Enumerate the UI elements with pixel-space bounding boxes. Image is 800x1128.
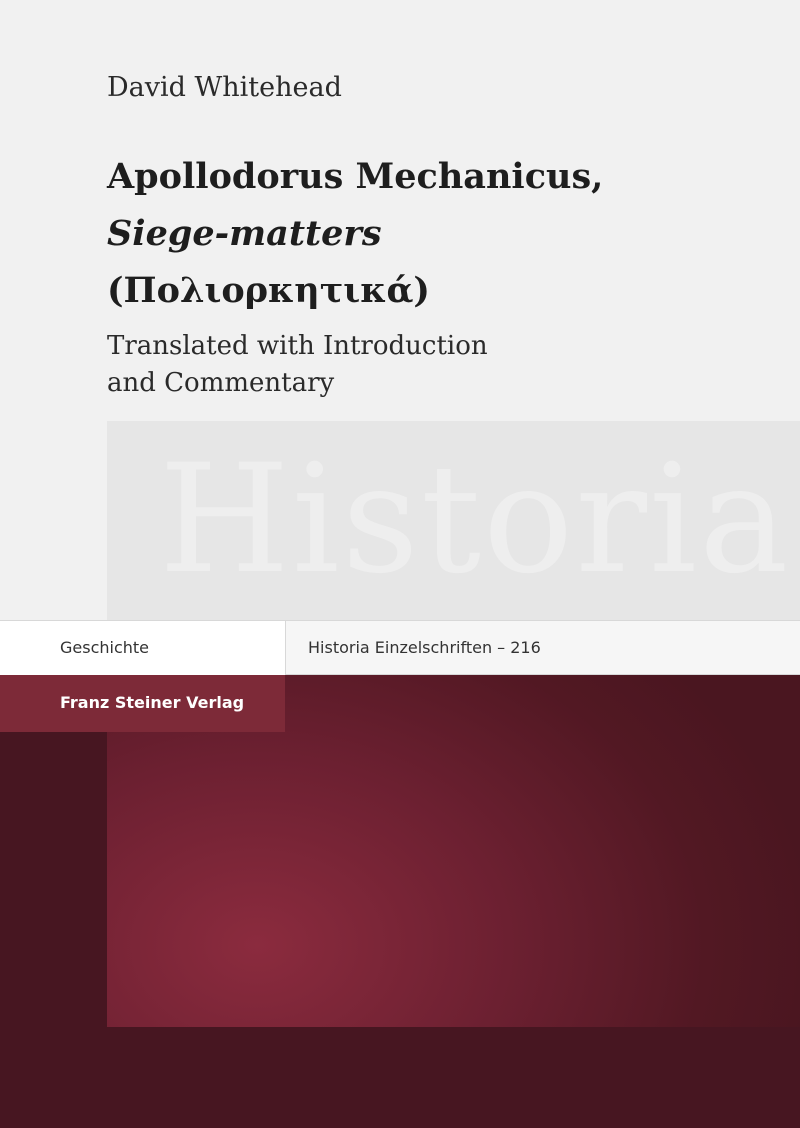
publisher-name: Franz Steiner Verlag — [60, 693, 245, 712]
subject-label-box — [0, 621, 285, 675]
subtitle-line-1: Translated with Introduction — [107, 331, 488, 361]
watermark-band — [107, 421, 800, 620]
series-label-box — [285, 621, 800, 675]
info-row — [0, 620, 800, 675]
subject-label: Geschichte — [60, 638, 150, 657]
series-label: Historia Einzelschriften – 216 — [308, 638, 541, 657]
book-subtitle — [107, 328, 488, 402]
title-line-3: (Πολιορκητικά) — [107, 270, 430, 311]
book-title — [107, 148, 603, 319]
publisher-box — [0, 675, 285, 732]
series-watermark: Historia — [159, 433, 791, 607]
subtitle-line-2: and Commentary — [107, 368, 335, 398]
author-name: David Whitehead — [107, 72, 342, 103]
title-line-1: Apollodorus Mechanicus, — [107, 156, 604, 197]
title-line-2: Siege-matters — [107, 213, 382, 254]
